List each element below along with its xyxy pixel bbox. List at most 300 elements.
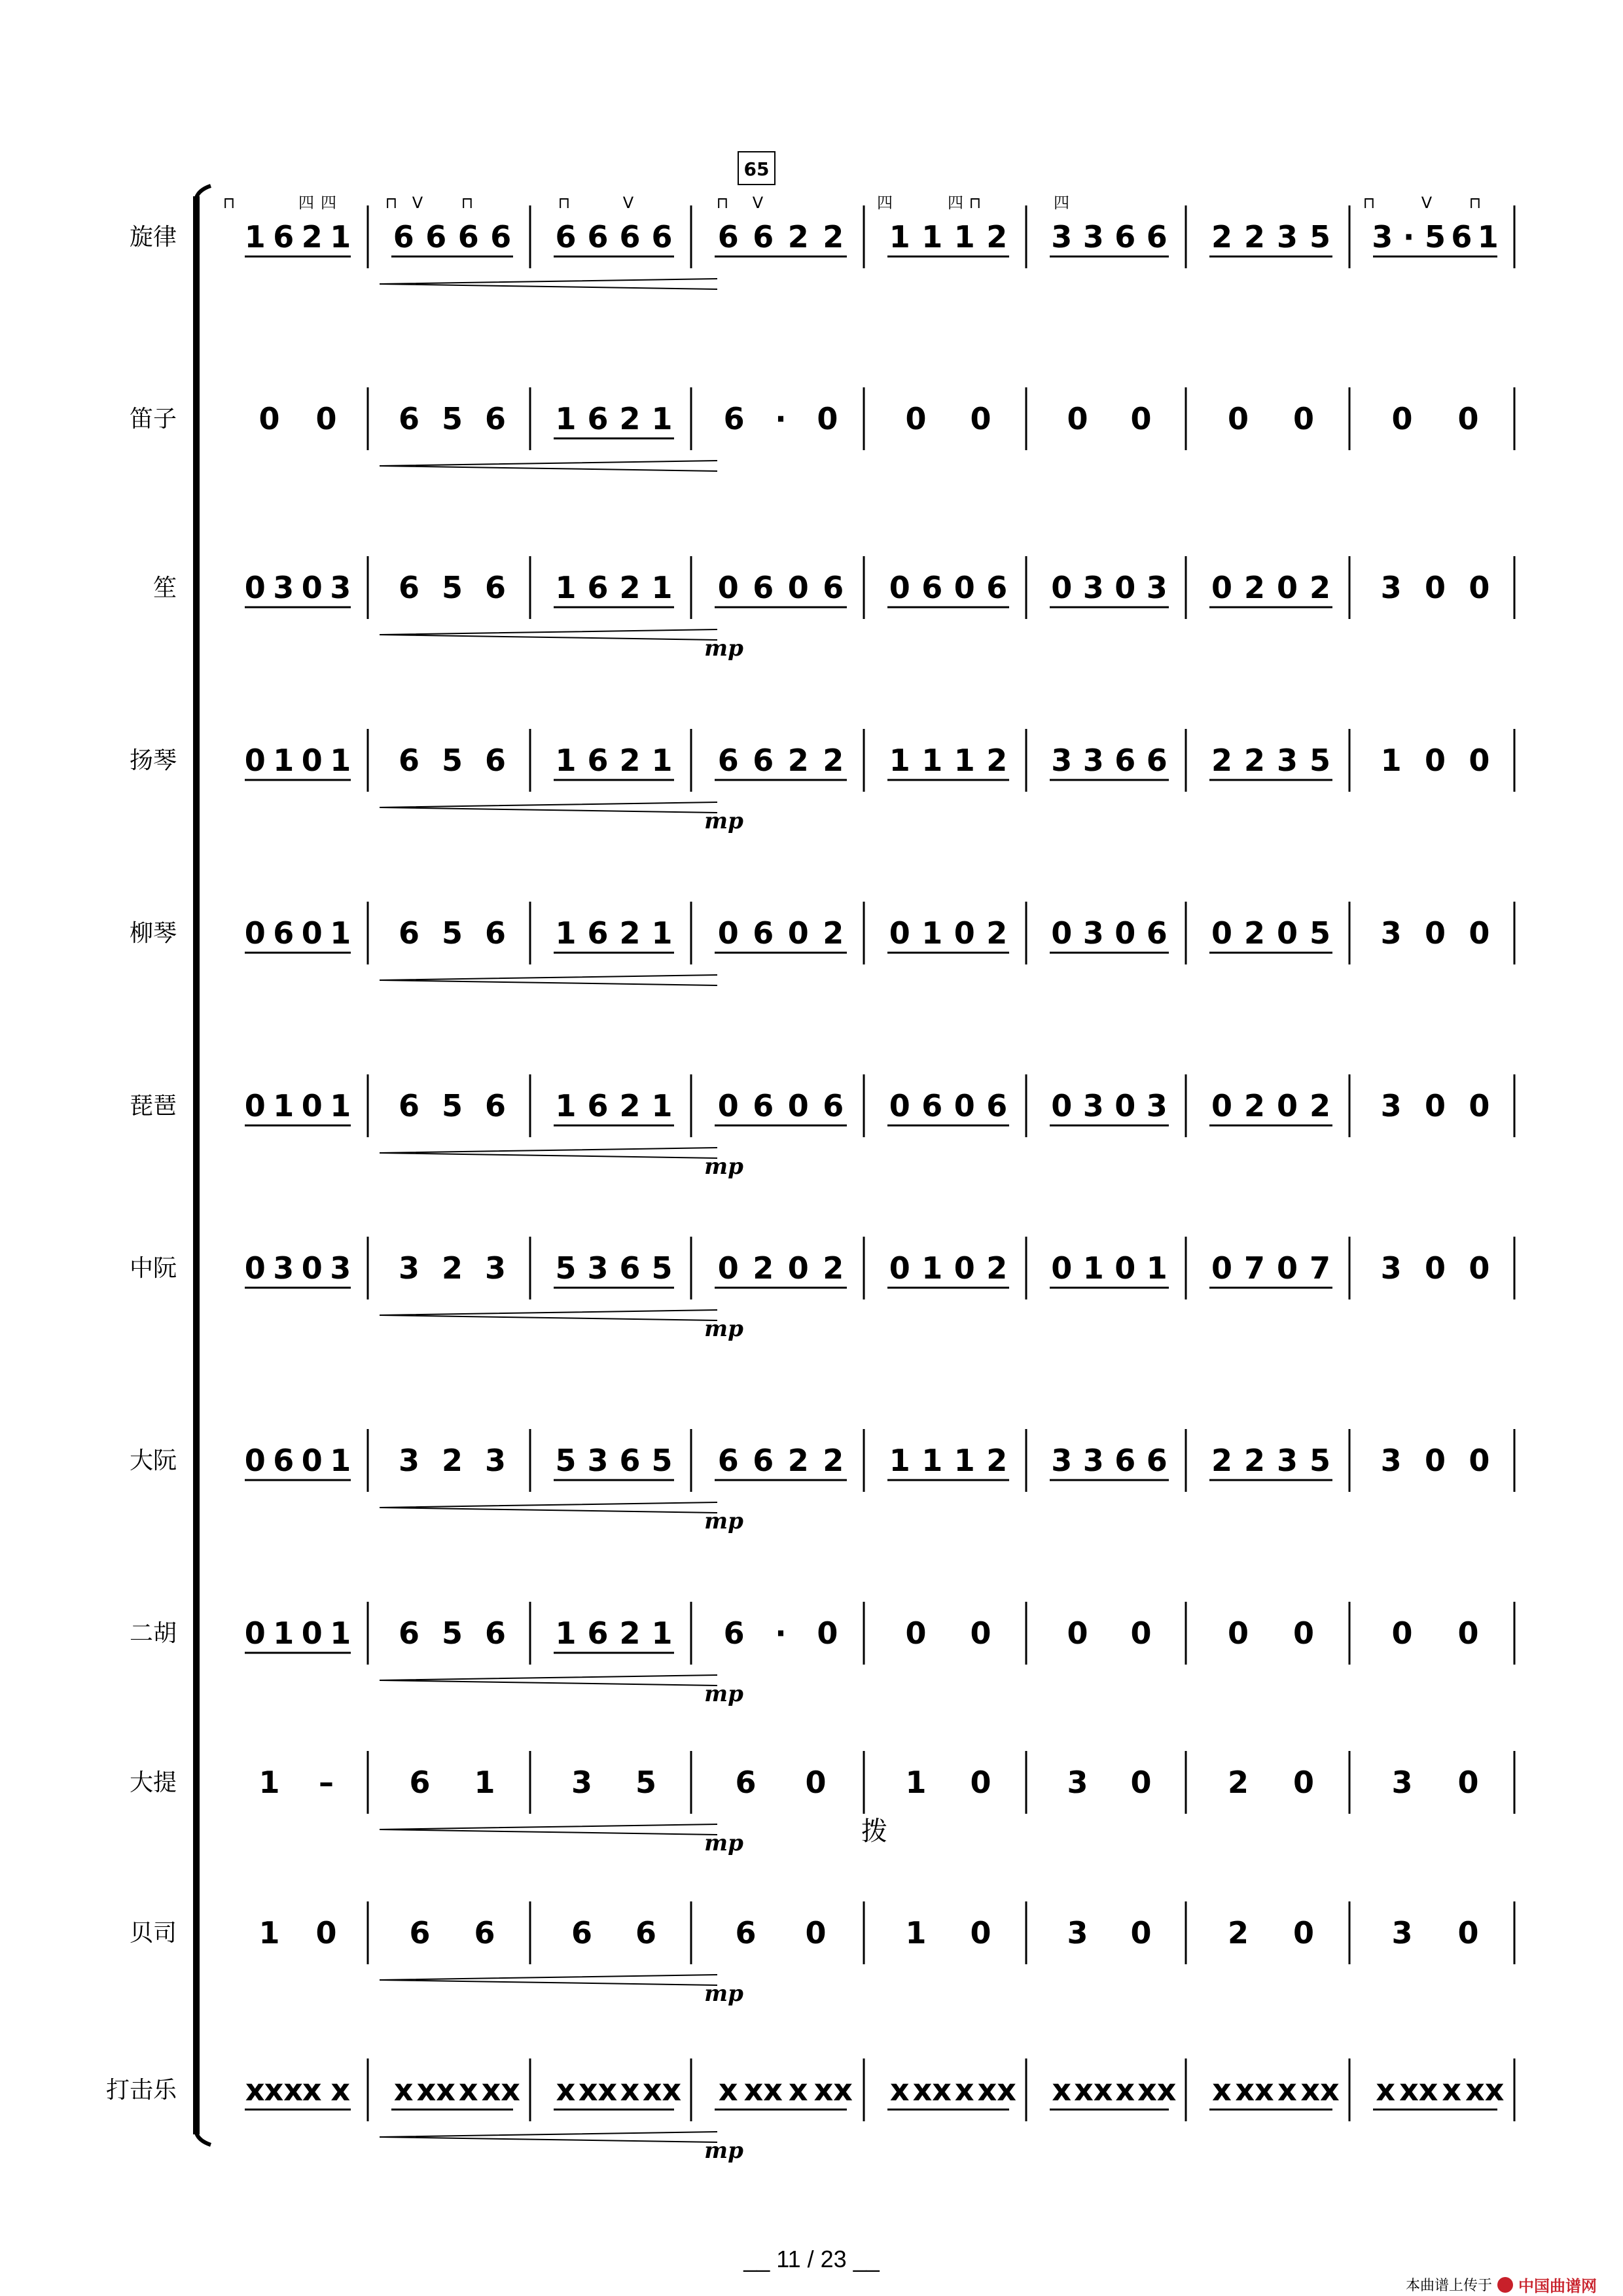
note: 6 [393, 219, 414, 255]
note: 2 [301, 219, 323, 255]
crescendo-hairpin [380, 461, 717, 471]
note: 3 [571, 1765, 593, 1800]
note: 6 [587, 570, 609, 605]
note: 3 [1067, 1765, 1088, 1800]
note: 5 [651, 1250, 673, 1286]
note: xx [578, 2072, 618, 2108]
note: 1 [889, 743, 910, 778]
note: 0 [1457, 401, 1479, 436]
note: xx [416, 2072, 455, 2108]
note: 6 [484, 1616, 507, 1651]
note: 2 [619, 1616, 641, 1651]
note: 6 [619, 1443, 641, 1478]
note: · [775, 1616, 787, 1651]
note: 1 [330, 1443, 351, 1478]
bowing-mark: 四 [1054, 194, 1069, 212]
note: 0 [259, 401, 280, 436]
note: x [302, 2072, 322, 2108]
note: 1 [330, 743, 351, 778]
note: 1 [651, 743, 673, 778]
note: 2 [823, 1250, 844, 1286]
note: 1 [651, 401, 673, 436]
note: 6 [484, 1088, 507, 1123]
note: 6 [587, 1088, 609, 1123]
note: 6 [651, 219, 673, 255]
note: 3 [1146, 570, 1168, 605]
note: 6 [409, 1915, 431, 1951]
note: 7 [1243, 1250, 1266, 1286]
note: 6 [398, 1616, 420, 1651]
note: 6 [723, 1616, 745, 1651]
dynamic-mark: mp [704, 808, 743, 834]
note: 0 [954, 915, 975, 951]
note: 0 [817, 401, 838, 436]
bowing-mark: ⊓ [461, 194, 474, 212]
bowing-mark: 四 [298, 194, 314, 212]
note: 0 [905, 1616, 927, 1651]
note: 5 [441, 401, 463, 436]
note: 2 [1243, 1443, 1266, 1478]
note: 6 [619, 1250, 641, 1286]
note: 2 [1227, 1765, 1249, 1800]
note: 1 [259, 1915, 280, 1951]
note: 0 [1051, 1088, 1073, 1123]
note: 1 [555, 1616, 577, 1651]
instrument-label: 琵琶 [129, 1093, 177, 1120]
note: 3 [1372, 219, 1393, 255]
note: 0 [817, 1616, 838, 1651]
note: 1 [330, 219, 351, 255]
note: 0 [1293, 1915, 1315, 1951]
note: 0 [889, 1250, 910, 1286]
note: 2 [986, 1443, 1008, 1478]
note: xx [481, 2072, 520, 2108]
crescendo-hairpin [380, 629, 717, 640]
note: 1 [1380, 743, 1402, 778]
note: 5 [555, 1443, 577, 1478]
note: 1 [921, 743, 943, 778]
note: 6 [823, 1088, 844, 1123]
note: 6 [753, 743, 774, 778]
note: 2 [1309, 570, 1331, 605]
note: x [1442, 2072, 1462, 2108]
note: xx [642, 2072, 682, 2108]
note: 5 [441, 743, 463, 778]
note: 6 [398, 401, 420, 436]
note: 0 [1276, 1088, 1298, 1123]
credit-text: 本曲谱上传于 [1405, 2278, 1492, 2294]
note: 5 [1309, 915, 1331, 951]
note: 0 [315, 401, 337, 436]
note: x [330, 2072, 351, 2108]
note: 0 [1211, 570, 1233, 605]
note: 0 [1115, 915, 1136, 951]
instrument-label: 柳琴 [129, 920, 177, 947]
instrument-label: 贝司 [129, 1920, 177, 1947]
note: 6 [587, 401, 609, 436]
note: 5 [1309, 743, 1331, 778]
note: 5 [441, 570, 463, 605]
note: 2 [1243, 219, 1266, 255]
note: 0 [315, 1915, 337, 1951]
note: 0 [1424, 570, 1446, 605]
note: 3 [587, 1443, 609, 1478]
note: 6 [484, 570, 507, 605]
technique-text: 拨 [861, 1816, 887, 1846]
note: 6 [587, 743, 609, 778]
note: 0 [1469, 1443, 1490, 1478]
note: 6 [484, 915, 507, 951]
note: 5 [635, 1765, 657, 1800]
note: x [458, 2072, 478, 2108]
note: 0 [1424, 1443, 1446, 1478]
note: 1 [889, 1443, 910, 1478]
note: 0 [1211, 1250, 1233, 1286]
note: 1 [954, 1443, 975, 1478]
note: 0 [1276, 915, 1298, 951]
note: 3 [1391, 1915, 1413, 1951]
note: 1 [555, 401, 577, 436]
note: 0 [1130, 1765, 1152, 1800]
note: 6 [735, 1915, 757, 1951]
note: 0 [1469, 743, 1490, 778]
note: 0 [1211, 915, 1233, 951]
note: 7 [1309, 1250, 1331, 1286]
note: 6 [717, 219, 739, 255]
instrument-label: 大提 [129, 1769, 177, 1796]
note: 3 [587, 1250, 609, 1286]
note: 0 [1293, 1616, 1315, 1651]
note: 6 [425, 219, 447, 255]
instrument-label: 扬琴 [129, 747, 177, 774]
note: 6 [273, 1443, 294, 1478]
note: x [1115, 2072, 1135, 2108]
note: 2 [619, 570, 641, 605]
note: 0 [244, 915, 266, 951]
note: 0 [1051, 915, 1073, 951]
note: 0 [1391, 401, 1413, 436]
bowing-mark: ⊓ [1363, 194, 1376, 212]
note: 6 [753, 1443, 774, 1478]
note: 0 [1293, 1765, 1315, 1800]
note: 6 [273, 219, 294, 255]
note: 6 [619, 219, 641, 255]
note: 6 [409, 1765, 431, 1800]
note: x [1376, 2072, 1396, 2108]
site-name: 中国曲谱网 [1518, 2277, 1597, 2295]
note: 0 [244, 1088, 266, 1123]
note: 0 [805, 1765, 827, 1800]
note: 3 [1380, 1088, 1402, 1123]
note: 6 [555, 219, 577, 255]
note: 2 [1211, 743, 1233, 778]
note: 2 [1243, 915, 1266, 951]
note: xx [1465, 2072, 1505, 2108]
note: xx [1399, 2072, 1438, 2108]
note: 0 [301, 1443, 323, 1478]
note: x [954, 2072, 974, 2108]
note: 0 [954, 1250, 975, 1286]
note: 0 [1276, 570, 1298, 605]
bowing-mark: ⊓ [558, 194, 571, 212]
note: xx [977, 2072, 1016, 2108]
note: 3 [1051, 219, 1073, 255]
note: 2 [441, 1250, 463, 1286]
note: 6 [587, 1616, 609, 1651]
bowing-mark: ⊓ [1469, 194, 1482, 212]
note: 0 [1469, 915, 1490, 951]
note: 2 [986, 743, 1008, 778]
bowing-mark: V [412, 194, 423, 212]
note: 2 [619, 1088, 641, 1123]
note: 6 [587, 219, 609, 255]
note: 1 [330, 1616, 351, 1651]
note: 6 [1146, 1443, 1168, 1478]
note: 1 [921, 219, 943, 255]
instrument-label: 中阮 [129, 1255, 177, 1282]
bowing-mark: V [622, 194, 634, 212]
dynamic-mark: mp [704, 2138, 743, 2164]
note: 0 [1130, 1616, 1152, 1651]
note: 0 [970, 1765, 991, 1800]
note: 0 [1130, 1915, 1152, 1951]
note: 1 [1146, 1250, 1168, 1286]
note: xx [1137, 2072, 1177, 2108]
crescendo-hairpin [380, 279, 717, 289]
note: 0 [717, 570, 739, 605]
note: xx [1074, 2072, 1113, 2108]
note: 6 [1146, 219, 1168, 255]
note: x [245, 2072, 265, 2108]
barlines [368, 205, 1514, 2121]
note: 6 [398, 570, 420, 605]
note: 0 [889, 570, 910, 605]
note: xx [1235, 2072, 1274, 2108]
note: 6 [484, 743, 507, 778]
note: x [1277, 2072, 1297, 2108]
dynamic-mark: mp [704, 1154, 743, 1180]
note: x [889, 2072, 910, 2108]
note: 2 [823, 915, 844, 951]
note: 1 [244, 219, 266, 255]
note: 2 [986, 219, 1008, 255]
note: 5 [441, 915, 463, 951]
note: 1 [555, 915, 577, 951]
bowing-mark: ⊓ [716, 194, 729, 212]
note: 0 [717, 915, 739, 951]
note: 1 [921, 1443, 943, 1478]
instrument-label: 二胡 [129, 1620, 177, 1647]
note: 2 [986, 1250, 1008, 1286]
note: 6 [823, 570, 844, 605]
note: 0 [1211, 1088, 1233, 1123]
note: 0 [787, 570, 809, 605]
crescendo-hairpin [380, 1148, 717, 1158]
note: 1 [921, 915, 943, 951]
note: 0 [1051, 570, 1073, 605]
note: 1 [273, 1088, 294, 1123]
note: 0 [1457, 1765, 1479, 1800]
dynamic-mark: mp [704, 1316, 743, 1342]
note: x [718, 2072, 738, 2108]
crescendo-hairpin [380, 975, 717, 985]
note: 3 [330, 1250, 351, 1286]
note: 6 [753, 570, 774, 605]
note: 6 [717, 1443, 739, 1478]
note: 0 [1115, 570, 1136, 605]
note: 3 [1051, 1443, 1073, 1478]
note: 0 [787, 915, 809, 951]
score-marks [223, 152, 1482, 2164]
note: 6 [273, 915, 294, 951]
note: 3 [1082, 1443, 1104, 1478]
note: 6 [921, 1088, 943, 1123]
note: 5 [441, 1616, 463, 1651]
note: 0 [1227, 1616, 1249, 1651]
note: 2 [1227, 1915, 1249, 1951]
note: 1 [651, 1088, 673, 1123]
note: 0 [1391, 1616, 1413, 1651]
note: 1 [474, 1765, 495, 1800]
note: 5 [651, 1443, 673, 1478]
note: 6 [986, 1088, 1008, 1123]
rehearsal-mark [738, 152, 775, 185]
note: 6 [723, 401, 745, 436]
note: 0 [970, 1915, 991, 1951]
note: 0 [1051, 1250, 1073, 1286]
note: 0 [1276, 1250, 1298, 1286]
note: 0 [1293, 401, 1315, 436]
note: 0 [1115, 1250, 1136, 1286]
note: 6 [1146, 743, 1168, 778]
note: 0 [301, 1250, 323, 1286]
note: 2 [787, 1443, 809, 1478]
bowing-mark: V [1421, 194, 1433, 212]
note: 2 [1211, 219, 1233, 255]
note: 3 [1276, 743, 1298, 778]
note: 2 [787, 219, 809, 255]
bowing-mark: ⊓ [223, 194, 236, 212]
note: 3 [1067, 1915, 1088, 1951]
note: 0 [1469, 570, 1490, 605]
note: 6 [398, 1088, 420, 1123]
note: 0 [1067, 401, 1088, 436]
note: 0 [1469, 1088, 1490, 1123]
note: 5 [441, 1088, 463, 1123]
note: 1 [273, 743, 294, 778]
note: 0 [1115, 1088, 1136, 1123]
note: 1 [330, 915, 351, 951]
note: x [620, 2072, 640, 2108]
note: 3 [1276, 219, 1298, 255]
page-number: __ 11 / 23 __ [743, 2246, 880, 2272]
note: 3 [330, 570, 351, 605]
note: 6 [986, 570, 1008, 605]
note: 0 [301, 1616, 323, 1651]
instrument-label: 大阮 [129, 1447, 177, 1474]
note: 6 [1115, 1443, 1136, 1478]
instrument-label: 笛子 [129, 406, 177, 433]
crescendo-hairpin [380, 1975, 717, 1985]
crescendo-hairpin [380, 802, 717, 813]
crescendo-hairpin [380, 1675, 717, 1686]
note: 0 [1457, 1616, 1479, 1651]
crescendo-hairpin [380, 1310, 717, 1320]
note: 0 [1424, 1250, 1446, 1286]
note: · [1402, 219, 1415, 255]
note: 0 [954, 1088, 975, 1123]
note: 2 [1243, 1088, 1266, 1123]
note: 1 [555, 743, 577, 778]
bowing-mark: ⊓ [385, 194, 398, 212]
note: 3 [1146, 1088, 1168, 1123]
note: 6 [1146, 915, 1168, 951]
note: 3 [1276, 1443, 1298, 1478]
note: x [788, 2072, 808, 2108]
note: 3 [1380, 915, 1402, 951]
note: 1 [651, 570, 673, 605]
note: 0 [244, 570, 266, 605]
note: xx [264, 2072, 303, 2108]
note: 5 [1309, 219, 1331, 255]
note: 0 [905, 401, 927, 436]
note: 2 [823, 219, 844, 255]
note: 1 [1082, 1250, 1104, 1286]
note: 2 [787, 743, 809, 778]
note: 6 [717, 743, 739, 778]
bowing-mark: 四 [948, 194, 963, 212]
note: 0 [954, 570, 975, 605]
note: 3 [1082, 743, 1104, 778]
note: 3 [273, 570, 294, 605]
note: 6 [753, 1088, 774, 1123]
note: 6 [571, 1915, 593, 1951]
note: 0 [1067, 1616, 1088, 1651]
note: 0 [889, 915, 910, 951]
note: 1 [905, 1915, 927, 1951]
note: 0 [1424, 915, 1446, 951]
note: 2 [986, 915, 1008, 951]
note: 3 [1380, 1443, 1402, 1478]
dynamic-mark: mp [704, 1681, 743, 1707]
instrument-label: 笙 [152, 574, 177, 601]
note: xx [813, 2072, 853, 2108]
note: 0 [1227, 401, 1249, 436]
note: 0 [717, 1250, 739, 1286]
note: 0 [244, 1616, 266, 1651]
note: 1 [330, 1088, 351, 1123]
note: 0 [970, 1616, 991, 1651]
note: x [1212, 2072, 1232, 2108]
system-bracket [196, 186, 211, 2145]
note: 0 [1424, 1088, 1446, 1123]
note: 0 [301, 915, 323, 951]
note: 3 [1051, 743, 1073, 778]
note: 0 [805, 1915, 827, 1951]
note: 3 [1391, 1765, 1413, 1800]
note: xx [1300, 2072, 1340, 2108]
note: 6 [735, 1765, 757, 1800]
note: · [775, 401, 787, 436]
note: xx [912, 2072, 952, 2108]
note: 0 [1457, 1915, 1479, 1951]
note: 5 [555, 1250, 577, 1286]
note: 1 [259, 1765, 280, 1800]
note: 2 [441, 1443, 463, 1478]
note: 1 [1477, 219, 1499, 255]
note: 2 [619, 743, 641, 778]
note: 1 [555, 570, 577, 605]
